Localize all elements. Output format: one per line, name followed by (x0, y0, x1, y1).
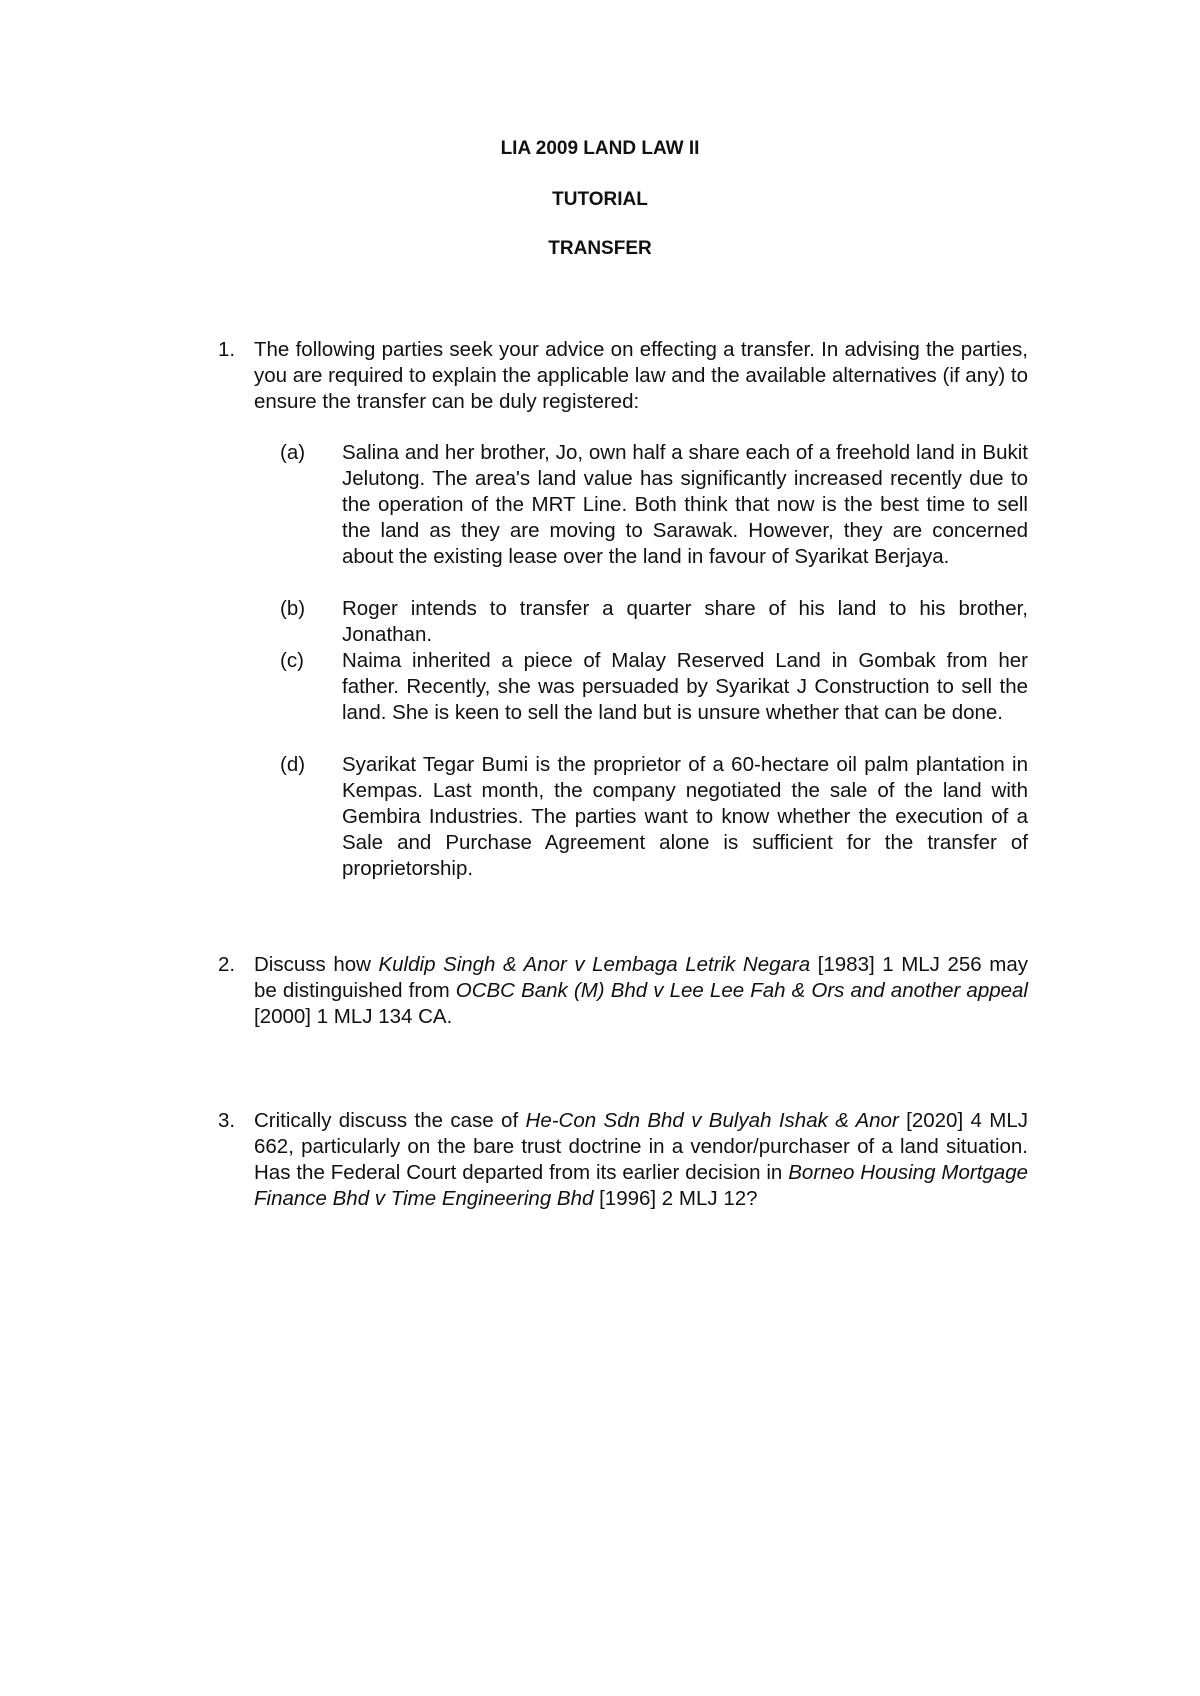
item-label: (b) (280, 597, 306, 620)
case-name: Borneo Housing Mortgage Finance Bhd v Time Engineering Bhd (254, 1161, 1028, 1210)
item-text: Salina and her brother, Jo, own half a share each of a freehold land in Bukit Jelutong. The area's land value has significantly increased recently due to the operation of the MRT Line. Both think that now is the best time to sell the land as they are moving to Sarawak. However, they are concerned about the existing lease over the land in favour of Syarikat Berjaya. (342, 441, 1028, 568)
item-text: Naima inherited a piece of Malay Reserved Land in Gombak from her father. Recently, she was persuaded by Syarikat J Construction to sell the land. She is keen to sell the land but is unsure whether that can be done. (342, 649, 1028, 724)
document-type: TUTORIAL (552, 189, 648, 210)
question-number: 1. (218, 338, 236, 361)
question-1-item-c (280, 648, 1028, 726)
case-name: OCBC Bank (M) Bhd v Lee Lee Fah & Ors and another appeal (455, 979, 1028, 1002)
question-intro: Critically discuss the case of (254, 1109, 526, 1132)
question-number: 2. (218, 953, 236, 976)
question-1 (218, 337, 1028, 415)
question-intro: Discuss how (254, 953, 379, 976)
case-name: He-Con Sdn Bhd v Bulyah Ishak & Anor (525, 1109, 899, 1132)
question-number: 3. (218, 1109, 236, 1132)
citation-text: [2020] 4 MLJ 662, particularly on the bare trust doctrine in a vendor/purchaser of a land situation. Has the Federal Court departed from its earlier decision in (254, 1109, 1028, 1184)
citation-text: [2000] 1 MLJ 134 CA. (254, 1005, 453, 1028)
item-text: Syarikat Tegar Bumi is the proprietor of a 60-hectare oil palm plantation in Kempas. Last month, the company negotiated the sale of the land with Gembira Industries. The parties want to know whether the execution of a Sale and Purchase Agreement alone is sufficient for the transfer of proprietorship. (342, 753, 1028, 880)
case-name: Kuldip Singh & Anor v Lembaga Letrik Negara (378, 953, 811, 976)
question-1-item-d (280, 752, 1028, 882)
item-label: (a) (280, 441, 306, 464)
question-2 (218, 952, 1028, 1030)
citation-text: [1996] 2 MLJ 12? (593, 1187, 758, 1210)
topic-title: TRANSFER (548, 238, 652, 259)
question-1-item-a (280, 440, 1028, 570)
item-label: (d) (280, 753, 306, 776)
citation-text: [1983] 1 MLJ 256 may be distinguished from (254, 953, 1028, 1002)
question-text: The following parties seek your advice on effecting a transfer. In advising the parties, you are required to explain the applicable law and the available alternatives (if any) to ensure the transfer can be duly registered: (254, 338, 1028, 413)
item-text: Roger intends to transfer a quarter share of his land to his brother, Jonathan. (342, 597, 1028, 646)
question-3 (218, 1108, 1028, 1212)
question-text (254, 952, 1028, 1030)
question-text (254, 1108, 1028, 1212)
question-1-item-b (280, 596, 1028, 648)
course-title: LIA 2009 LAND LAW II (500, 138, 700, 159)
item-label: (c) (280, 649, 304, 672)
